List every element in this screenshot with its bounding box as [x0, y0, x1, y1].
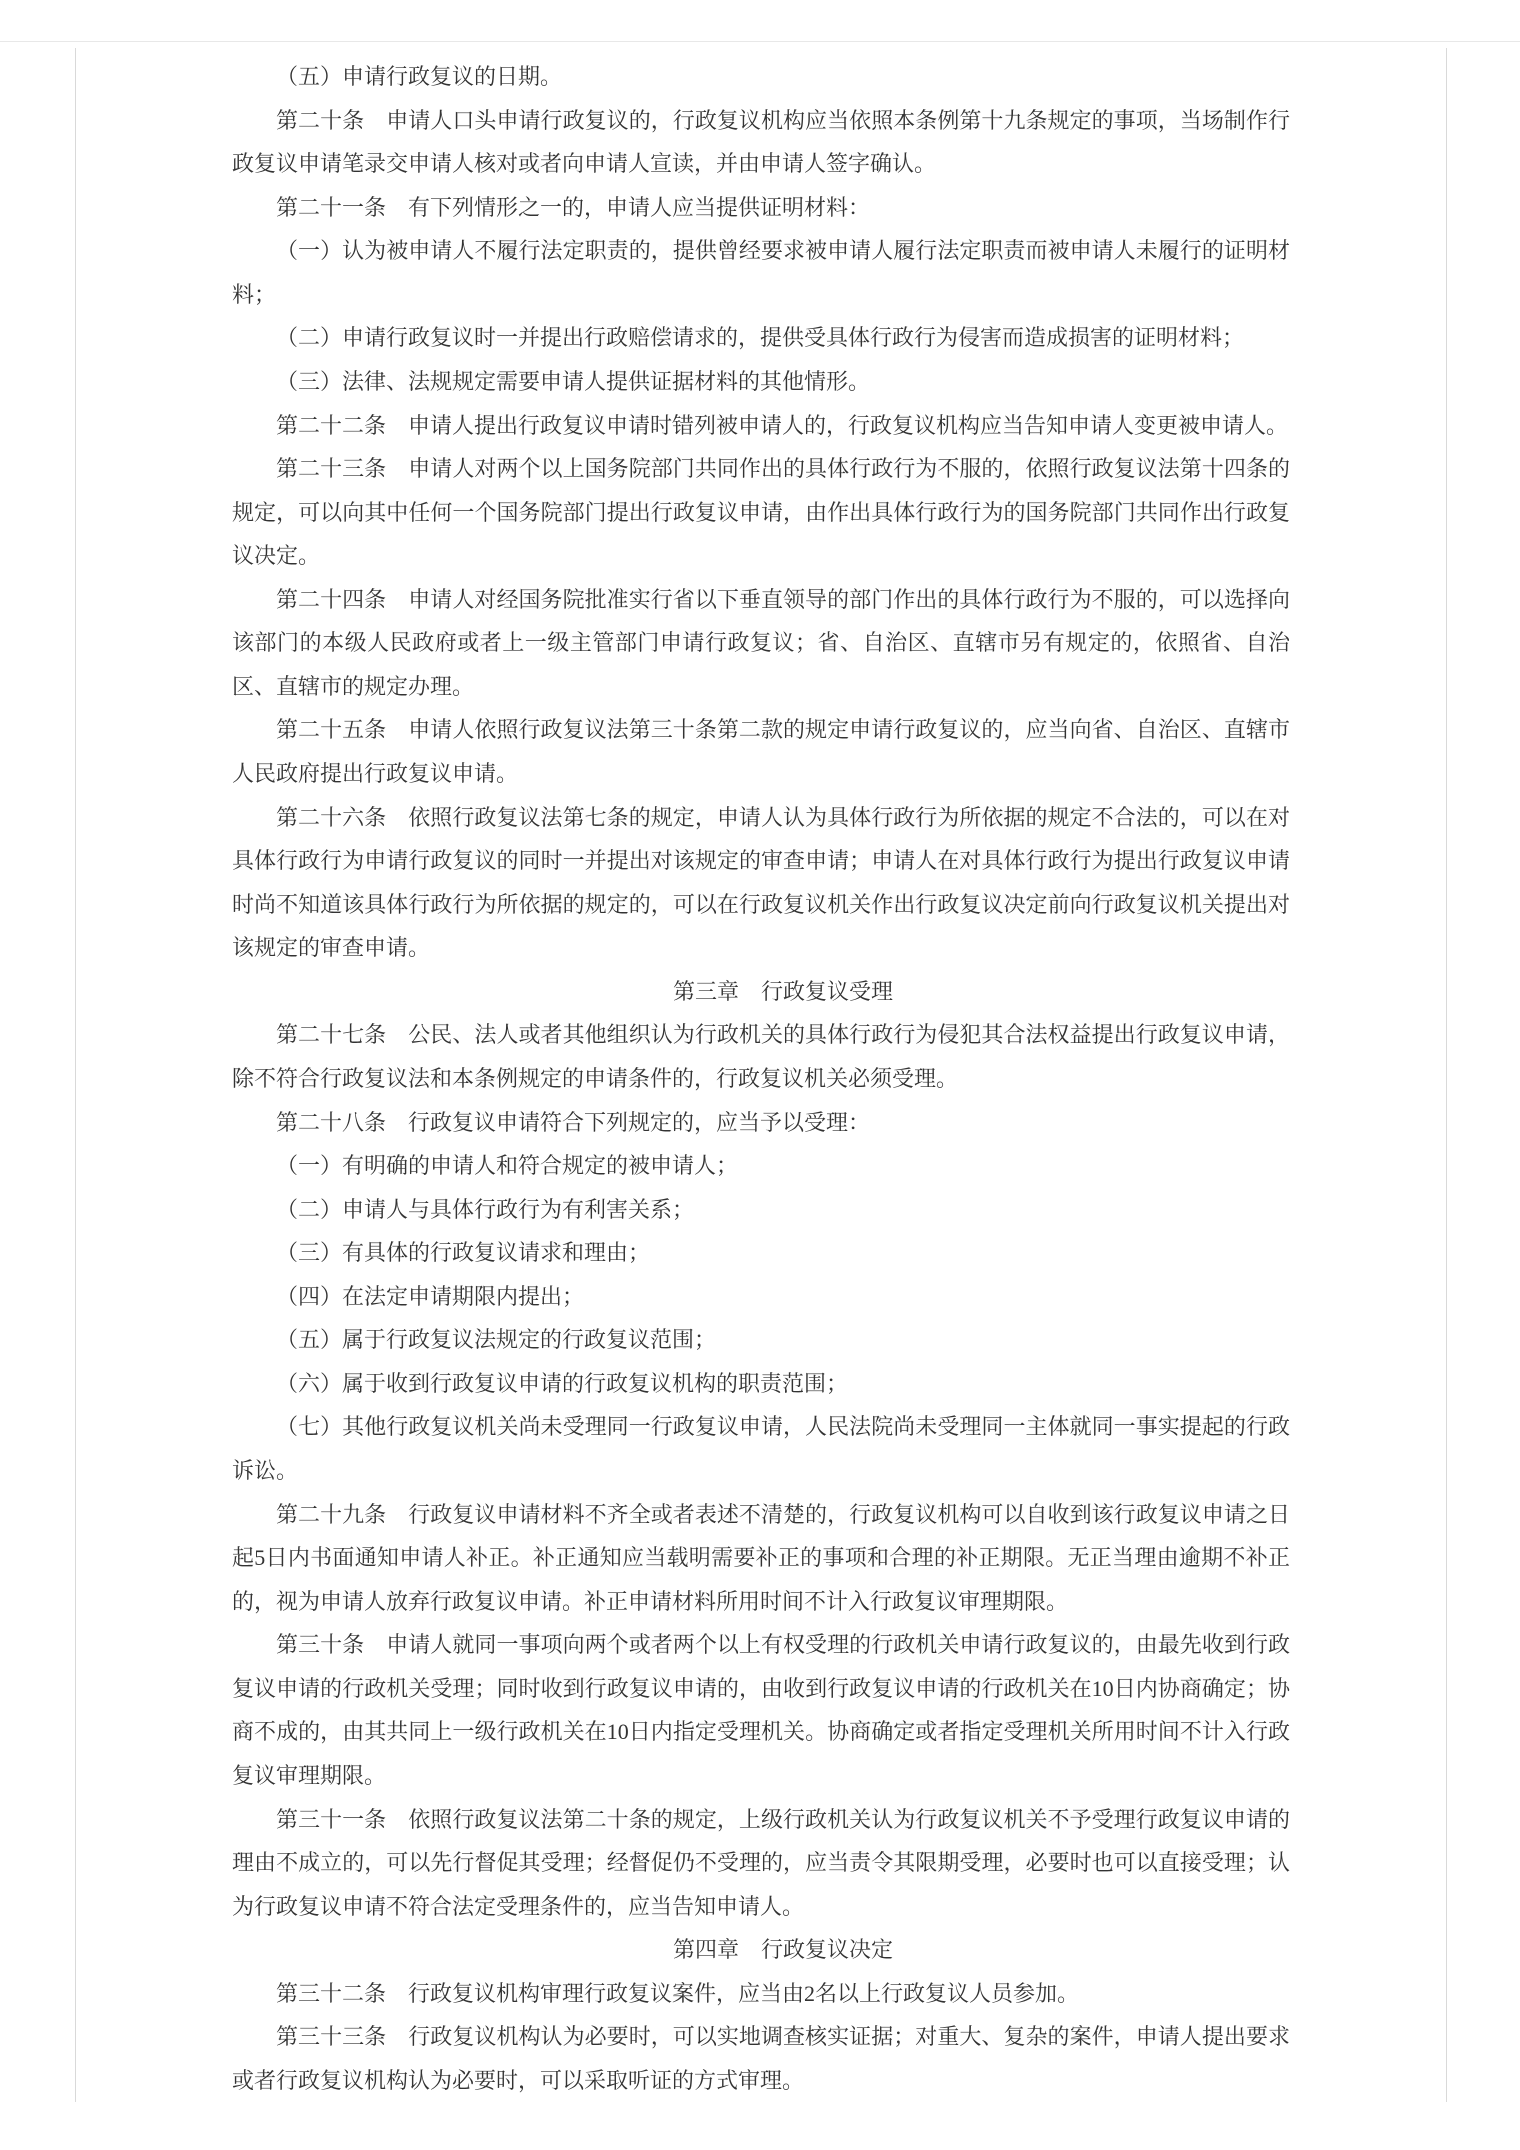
paragraph: （七）其他行政复议机关尚未受理同一行政复议申请，人民法院尚未受理同一主体就同一事实提起的行政诉讼。 — [232, 1414, 1290, 1483]
paragraph-article-29: 第二十九条 行政复议申请材料不齐全或者表述不清楚的，行政复议机构可以自收到该行政复议申请之日起5日内书面通知申请人补正。补正通知应当载明需要补正的事项和合理的补正期限。无正当理由逾期不补正的，视为申请人放弃行政复议申请。补正申请材料所用时间不计入行政复议审理期限。 — [232, 1501, 1290, 1614]
paragraph-article-25: 第二十五条 申请人依照行政复议法第三十条第二款的规定申请行政复议的，应当向省、自治区、直辖市人民政府提出行政复议申请。 — [232, 717, 1290, 786]
paragraph-article-27: 第二十七条 公民、法人或者其他组织认为行政机关的具体行政行为侵犯其合法权益提出行政复议申请，除不符合行政复议法和本条例规定的申请条件的，行政复议机关必须受理。 — [232, 1022, 1290, 1091]
paragraph: （二）申请人与具体行政行为有利害关系； — [276, 1196, 695, 1222]
paragraph: （五）申请行政复议的日期。 — [276, 64, 563, 89]
paragraph: （六）属于收到行政复议申请的行政复议机构的职责范围； — [276, 1370, 849, 1396]
paragraph: （四）在法定申请期限内提出； — [276, 1283, 585, 1309]
chapter-heading-4: 第四章 行政复议决定 — [672, 1937, 893, 1963]
document-page — [75, 48, 1447, 2102]
paragraph-article-28: 第二十八条 行政复议申请符合下列规定的，应当予以受理： — [276, 1109, 871, 1135]
paragraph-article-26: 第二十六条 依照行政复议法第七条的规定，申请人认为具体行政行为所依据的规定不合法的，可以在对具体行政行为申请行政复议的同时一并提出对该规定的审查申请；申请人在对具体行政行为提出行政复议申请时尚不知道该具体行政行为所依据的规定的，可以在行政复议机关作出行政复议决定前向行政复议机关提出对该规定的审查申请。 — [232, 804, 1290, 961]
paragraph: （二）申请行政复议时一并提出行政赔偿请求的，提供受具体行政行为侵害而造成损害的证明材料； — [276, 325, 1245, 351]
paragraph-article-31: 第三十一条 依照行政复议法第二十条的规定，上级行政机关认为行政复议机关不予受理行政复议申请的理由不成立的，可以先行督促其受理；经督促仍不受理的，应当责令其限期受理，必要时也可以直接受理；认为行政复议申请不符合法定受理条件的，应当告知申请人。 — [232, 1806, 1290, 1919]
paragraph: （三）有具体的行政复议请求和理由； — [276, 1240, 651, 1266]
paragraph: （一）认为被申请人不履行法定职责的，提供曾经要求被申请人履行法定职责而被申请人未履行的证明材料； — [232, 238, 1290, 307]
paragraph-article-30: 第三十条 申请人就同一事项向两个或者两个以上有权受理的行政机关申请行政复议的，由最先收到行政复议申请的行政机关受理；同时收到行政复议申请的，由收到行政复议申请的行政机关在10日内协商确定；协商不成的，由其共同上一级行政机关在10日内指定受理机关。协商确定或者指定受理机关所用时间不计入行政复议审理期限。 — [232, 1632, 1290, 1788]
paragraph-article-24: 第二十四条 申请人对经国务院批准实行省以下垂直领导的部门作出的具体行政行为不服的，可以选择向该部门的本级人民政府或者上一级主管部门申请行政复议；省、自治区、直辖市另有规定的，依照省、自治区、直辖市的规定办理。 — [232, 586, 1290, 699]
top-divider — [0, 41, 1520, 42]
paragraph-article-32: 第三十二条 行政复议机构审理行政复议案件，应当由2名以上行政复议人员参加。 — [276, 1980, 1080, 2006]
chapter-heading-3: 第三章 行政复议受理 — [672, 978, 893, 1004]
paragraph-article-20: 第二十条 申请人口头申请行政复议的，行政复议机构应当依照本条例第十九条规定的事项，当场制作行政复议申请笔录交申请人核对或者向申请人宣读，并由申请人签字确认。 — [232, 107, 1290, 177]
paragraph: （一）有明确的申请人和符合规定的被申请人； — [276, 1153, 739, 1179]
paragraph: （三）法律、法规规定需要申请人提供证据材料的其他情形。 — [276, 368, 871, 394]
paragraph-article-33: 第三十三条 行政复议机构认为必要时，可以实地调查核实证据；对重大、复杂的案件，申请人提出要求或者行政复议机构认为必要时，可以采取听证的方式审理。 — [232, 2024, 1290, 2093]
paragraph-article-21: 第二十一条 有下列情形之一的，申请人应当提供证明材料： — [276, 194, 871, 220]
paragraph: （五）属于行政复议法规定的行政复议范围； — [276, 1327, 717, 1353]
paragraph-article-23: 第二十三条 申请人对两个以上国务院部门共同作出的具体行政行为不服的，依照行政复议法第十四条的规定，可以向其中任何一个国务院部门提出行政复议申请，由作出具体行政行为的国务院部门共同作出行政复议决定。 — [232, 456, 1290, 569]
paragraph-article-22: 第二十二条 申请人提出行政复议申请时错列被申请人的，行政复议机构应当告知申请人变更被申请人。 — [276, 412, 1289, 438]
